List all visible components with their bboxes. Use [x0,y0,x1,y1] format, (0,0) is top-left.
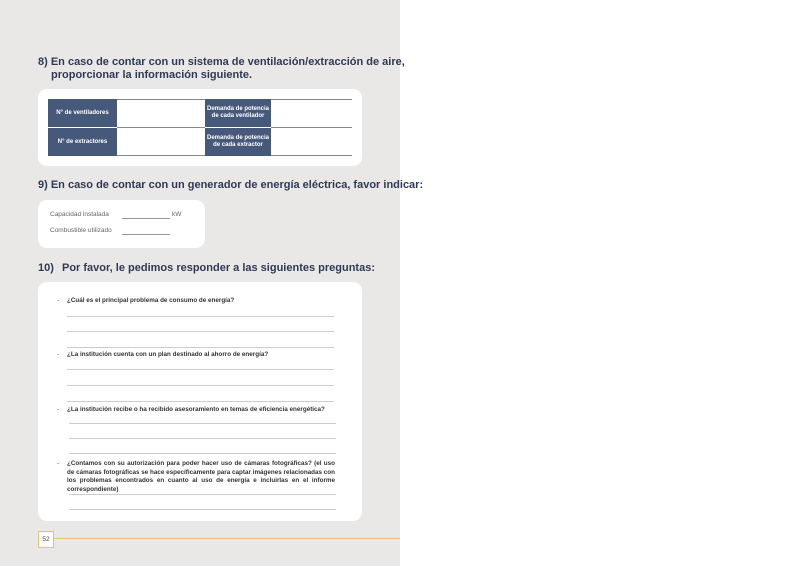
extractors-input[interactable] [117,127,205,156]
bullet: - [57,351,60,358]
answer-line[interactable] [67,385,334,386]
fan-demand-input[interactable] [271,99,352,128]
answer-line[interactable] [69,494,336,495]
generator-card [38,200,205,248]
answer-line[interactable] [67,316,334,317]
extractor-demand-label: Demanda de potencia de cada extractor [205,128,271,156]
capacity-input[interactable] [122,218,170,219]
bullet: - [57,297,60,304]
page-number: 52 [38,531,54,548]
extractor-demand-input[interactable] [271,127,352,156]
extractors-label: N° de extractores [48,128,117,156]
fans-input[interactable] [117,99,205,128]
bullet: - [57,460,60,467]
answer-line[interactable] [69,423,336,424]
capacity-unit: kW [172,211,182,218]
ventilation-card [38,89,362,166]
section10-title: Por favor, le pedimos responder a las siguientes preguntas: [62,262,375,274]
fans-label: N° de ventiladores [48,99,117,127]
bullet: - [57,406,60,413]
fuel-input[interactable] [122,234,170,235]
section8-title-line1: 8) En caso de contar con un sistema de ventilación/extracción de aire, [38,56,405,68]
section9-title: 9) En caso de contar con un generador de energía eléctrica, favor indicar: [38,179,424,191]
answer-line[interactable] [67,347,334,348]
section8-title-line2: proporcionar la información siguiente. [51,69,253,81]
fan-demand-label: Demanda de potencia de cada ventilador [205,99,271,127]
question-4: ¿Contamos con su autorización para poder hacer uso de cámaras fotográficas? (el uso de cámaras fotográficas se hace específicamente para captar imágenes relacionadas con los problemas encontrados en cuanto al uso de energía e incluirlas en el informe correspondiente) [67,460,335,493]
answer-line[interactable] [67,331,334,332]
answer-line[interactable] [69,438,336,439]
answer-line[interactable] [69,453,336,454]
answer-line[interactable] [67,369,334,370]
question-1: ¿Cuál es el principal problema de consumo de energía? [67,297,235,304]
answer-line[interactable] [67,401,334,402]
capacity-label: Capacidad instalada [50,211,109,218]
question-2: ¿La institución cuenta con un plan destinado al ahorro de energía? [67,351,269,358]
fuel-label: Combustible utilizado [50,227,112,234]
question-3: ¿La institución recibe o ha recibido asesoramiento en temas de eficiencia energética? [67,406,325,413]
answer-line[interactable] [69,509,336,510]
footer-line [54,538,400,539]
section10-number: 10) [38,262,54,274]
